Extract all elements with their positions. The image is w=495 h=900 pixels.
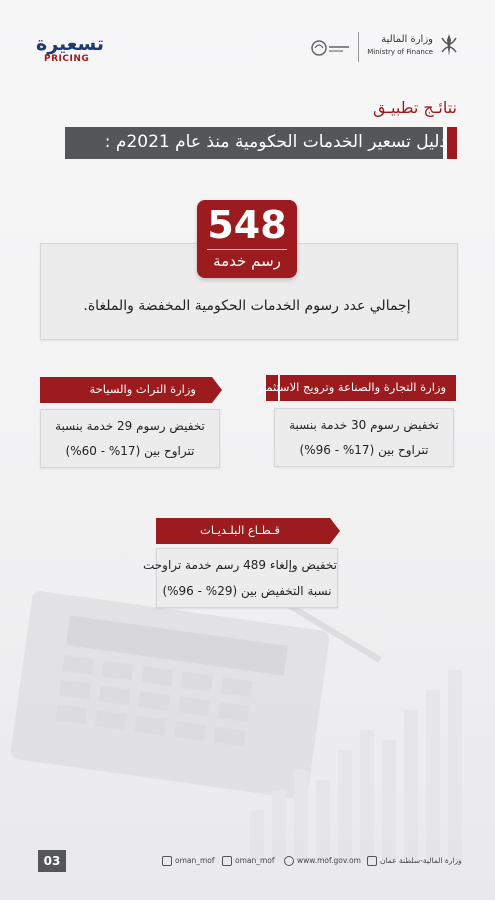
pricing-logo	[36, 33, 104, 66]
footer-instagram-text: oman_mof	[175, 856, 215, 865]
header-divider	[358, 32, 359, 62]
instagram-icon	[162, 856, 172, 866]
title-bar	[65, 127, 457, 159]
ministry-name-arabic: وزارة المالية	[381, 34, 433, 45]
footer-twitter-text: oman_mof	[235, 856, 275, 865]
card-commerce-body	[274, 408, 454, 467]
total-badge	[197, 200, 297, 278]
card-municipal-heading-text: قـطـاع البلـديـات	[200, 523, 280, 537]
page-title: دليل تسعير الخدمات الحكومية منذ عام 2021م :	[104, 132, 447, 152]
total-count: 548	[207, 203, 287, 247]
card-commerce-heading	[257, 375, 456, 401]
footer-youtube[interactable]	[364, 856, 462, 866]
header	[0, 30, 495, 70]
globe-icon	[284, 856, 294, 866]
card-heritage-heading	[40, 377, 206, 403]
results-kicker: نتائـج تطبيـق	[373, 98, 457, 117]
footer	[0, 848, 495, 878]
oman-emblem-icon	[439, 32, 459, 58]
youtube-icon	[367, 856, 377, 866]
ministry-name-english: Ministry of Finance	[367, 48, 433, 56]
footer-twitter[interactable]	[222, 856, 275, 866]
card-heritage-arrow	[206, 377, 222, 403]
card-heritage-line2: تتراوح بين (17% - 60%)	[65, 444, 195, 458]
pricing-logo-arabic: تسعيرة	[36, 33, 104, 55]
card-commerce-line1: تخفيض رسوم 30 خدمة بنسبة	[289, 418, 439, 432]
ministry-logo	[309, 32, 459, 66]
card-municipal-body	[142, 548, 338, 608]
footer-instagram[interactable]	[162, 856, 215, 866]
footer-website[interactable]	[284, 856, 361, 866]
footer-website-text: www.mof.gov.om	[297, 856, 361, 865]
card-commerce-heading-text: وزارة التجارة والصناعة وترويج الاستثمار	[257, 380, 446, 394]
footer-youtube-text: وزارة المالية-سلطنة عمان	[380, 856, 462, 865]
card-heritage-body	[40, 409, 220, 468]
page-number: 03	[38, 850, 66, 872]
card-heritage-heading-text: وزارة التراث والسياحة	[89, 382, 196, 396]
badge-divider	[207, 249, 287, 250]
twitter-icon	[222, 856, 232, 866]
card-municipal-line2: نسبة التخفيض بين (29% - 96%)	[162, 584, 332, 598]
partner-logo-icon	[309, 38, 351, 58]
card-municipal-arrow	[324, 518, 340, 544]
card-municipal-line1: تخفيض وإلغاء 489 رسم خدمة تراوحت	[142, 558, 337, 572]
card-municipal-heading	[156, 518, 324, 544]
pricing-logo-english: PRICING	[44, 54, 90, 64]
title-accent	[447, 127, 457, 159]
card-heritage-line1: تخفيض رسوم 29 خدمة بنسبة	[55, 419, 205, 433]
total-unit: رسم خدمة	[213, 252, 281, 270]
card-commerce-line2: تتراوح بين (17% - 96%)	[299, 443, 429, 457]
total-description: إجمالي عدد رسوم الخدمات الحكومية المخفضة والملغاة.	[83, 298, 411, 314]
